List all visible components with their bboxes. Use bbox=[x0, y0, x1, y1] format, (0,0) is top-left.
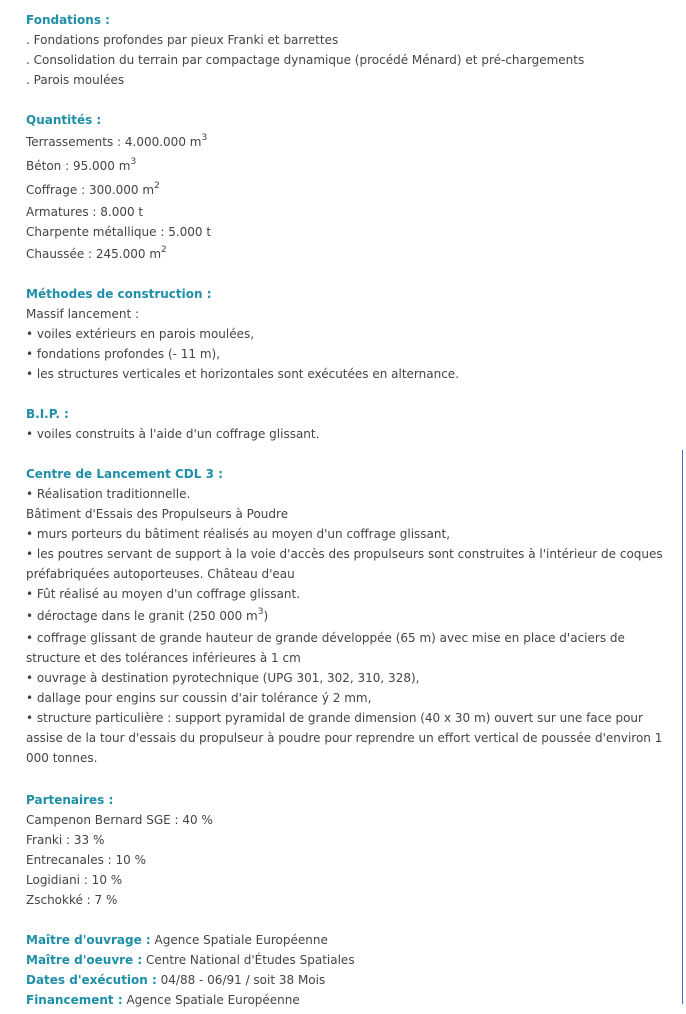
right-border-rule bbox=[682, 450, 683, 1004]
list-item: Béton : 95.000 $m^3$ bbox=[26, 157, 137, 173]
section-quantites bbox=[26, 110, 681, 266]
list-item: • ouvrage à destination pyrotechnique (UPG 301, 302, 310, 328), bbox=[26, 671, 420, 685]
list-item: • les poutres servant de support à la voie d'accès des propulseurs sont construites à l'intérieur de coques préfabriquées autoporteuses. Château d'eau bbox=[26, 547, 663, 581]
list-item: • murs porteurs du bâtiment réalisés au moyen d'un coffrage glissant, bbox=[26, 527, 451, 541]
section-title-fondations: Fondations : bbox=[26, 13, 110, 27]
project-sheet bbox=[26, 10, 681, 1010]
section-title-methodes: Méthodes de construction : bbox=[26, 287, 212, 301]
list-item: Armatures : 8.000 t bbox=[26, 205, 144, 219]
list-item: Chaussée : 245.000 $m^2$ bbox=[26, 245, 167, 261]
list-item: Bâtiment d'Essais des Propulseurs à Poudre bbox=[26, 507, 289, 521]
list-item: . Parois moulées bbox=[26, 73, 125, 87]
list-item: Logidiani : 10 % bbox=[26, 873, 123, 887]
section-credits bbox=[26, 930, 681, 1010]
list-item: • dallage pour engins sur coussin d'air tolérance ý 2 mm, bbox=[26, 691, 372, 705]
section-cdl bbox=[26, 464, 681, 768]
credit-dates bbox=[26, 970, 681, 990]
section-title-cdl: Centre de Lancement CDL 3 : bbox=[26, 467, 223, 481]
list-item: Entrecanales : 10 % bbox=[26, 853, 146, 867]
credit-label: Maître d'ouvrage : bbox=[26, 933, 151, 947]
credit-value: Agence Spatiale Européenne bbox=[150, 933, 328, 947]
list-item: • fondations profondes (- 11 m), bbox=[26, 347, 221, 361]
credit-value: Centre National d'Études Spatiales bbox=[142, 953, 355, 967]
credit-label: Dates d'exécution : bbox=[26, 973, 157, 987]
list-item: • structure particulière : support pyramidal de grande dimension (40 x 30 m) ouvert sur une face pour assise de la tour d'essais du propulseur à poudre pour reprendre un effort vertical de poussée d'environ 1 000 tonnes. bbox=[26, 711, 663, 765]
credit-label: Maître d'oeuvre : bbox=[26, 953, 143, 967]
section-title-partenaires: Partenaires : bbox=[26, 793, 114, 807]
section-methodes bbox=[26, 284, 681, 384]
list-item: Zschokké : 7 % bbox=[26, 893, 118, 907]
section-fondations bbox=[26, 10, 681, 90]
list-item: • Fût réalisé au moyen d'un coffrage glissant. bbox=[26, 587, 301, 601]
list-item: Terrassements : 4.000.000 $m^3$ bbox=[26, 133, 208, 149]
list-item: • déroctage dans le granit (250 000 $m^3$) bbox=[26, 607, 269, 623]
list-item: • Réalisation traditionnelle. bbox=[26, 487, 191, 501]
list-item: . Fondations profondes par pieux Franki et barrettes bbox=[26, 33, 339, 47]
list-item: Franki : 33 % bbox=[26, 833, 105, 847]
list-item: Massif lancement : bbox=[26, 307, 140, 321]
credit-owner bbox=[26, 930, 681, 950]
section-title-quantites: Quantités : bbox=[26, 113, 102, 127]
credit-label: Financement : bbox=[26, 993, 123, 1007]
credit-funding bbox=[26, 990, 681, 1010]
list-item: Coffrage : 300.000 $m^2$ bbox=[26, 181, 160, 197]
list-item: . Consolidation du terrain par compactage dynamique (procédé Ménard) et pré-chargements bbox=[26, 53, 585, 67]
section-partenaires bbox=[26, 790, 681, 910]
list-item: • voiles extérieurs en parois moulées, bbox=[26, 327, 255, 341]
section-bip bbox=[26, 404, 681, 444]
list-item: Charpente métallique : 5.000 t bbox=[26, 225, 212, 239]
credit-value: 04/88 - 06/91 / soit 38 Mois bbox=[156, 973, 326, 987]
section-title-bip: B.I.P. : bbox=[26, 407, 69, 421]
list-item: • les structures verticales et horizontales sont exécutées en alternance. bbox=[26, 367, 460, 381]
list-item: • coffrage glissant de grande hauteur de grande développée (65 m) avec mise en place d'aciers de structure et des tolérances inférieures à 1 cm bbox=[26, 631, 625, 665]
list-item: Campenon Bernard SGE : 40 % bbox=[26, 813, 213, 827]
credit-architect bbox=[26, 950, 681, 970]
credit-value: Agence Spatiale Européenne bbox=[122, 993, 300, 1007]
list-item: • voiles construits à l'aide d'un coffrage glissant. bbox=[26, 427, 320, 441]
